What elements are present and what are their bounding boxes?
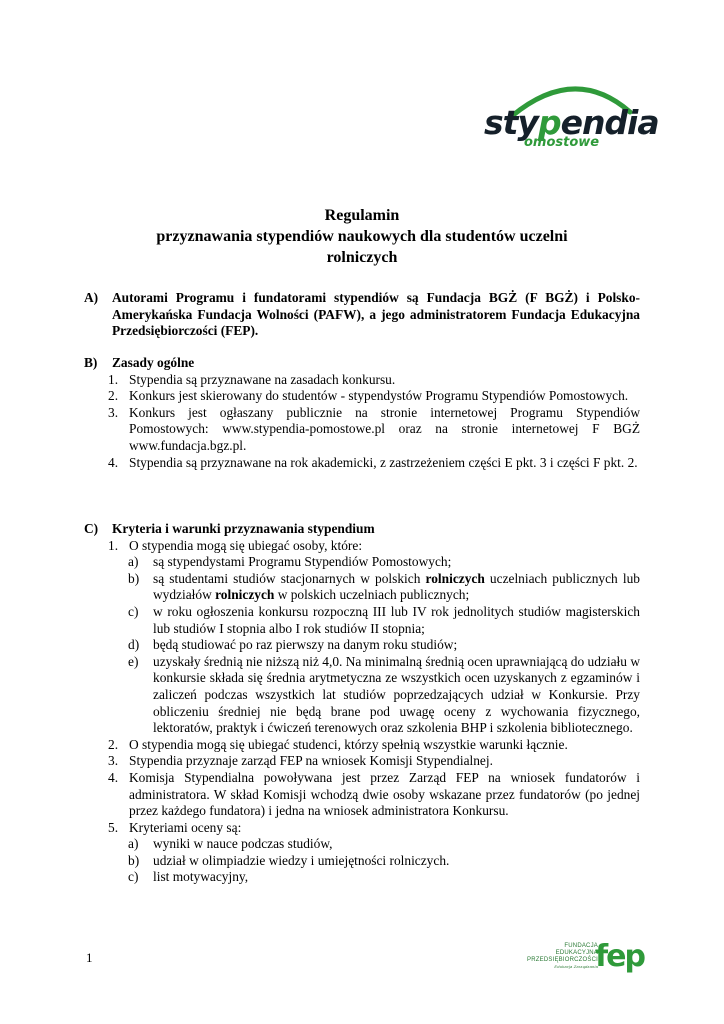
list-item: 4. Komisja Stypendialna powoływana jest przez Zarząd FEP na wniosek fundatorów i administratora. W skład Komisji wchodzą dwie osoby wskazane przez fundatorów (po jednej przez każdego fundatora) i jedna na wniosek administratora Konkursu. [108, 769, 640, 819]
page-number: 1 [86, 950, 93, 965]
list-item: 1. O stypendia mogą się ubiegać osoby, które: [108, 537, 363, 553]
section-b-heading [84, 355, 640, 372]
section-c-heading [84, 521, 640, 538]
section-a-label: A) [84, 290, 99, 305]
section-c-title: Kryteria i warunki przyznawania stypendium [112, 521, 375, 536]
list-item: 2. Konkurs jest skierowany do studentów - stypendystów Programu Stypendiów Pomostowych. [108, 388, 629, 404]
sub-list-item: c) list motywacyjny, [128, 869, 249, 885]
section-c [84, 521, 640, 886]
sub-list-item: a) wyniki w nauce podczas studiów, [128, 836, 333, 852]
fep-mark-icon: fep [595, 939, 644, 974]
list-item: 4. Stypendia są przyznawane na rok akademicki, z zastrzeżeniem części E pkt. 3 i części F pkt. 2. [108, 454, 638, 470]
stypendia-pomostowe-logo [480, 72, 659, 157]
title-line-1: Regulamin [324, 207, 400, 224]
section-a [84, 290, 640, 340]
section-a-heading [84, 290, 640, 340]
title-line-2: przyznawania stypendiów naukowych dla studentów uczelni [156, 228, 568, 245]
logo-wordmark: stypendia [484, 103, 659, 142]
sub-list-item: d) będą studiować po raz pierwszy na danym roku studiów; [128, 637, 458, 653]
sub-list-item: b) udział w olimpiadzie wiedzy i umiejętności rolniczych. [128, 852, 450, 868]
document-title [80, 205, 644, 268]
list-item: 3. Stypendia przyznaje zarząd FEP na wniosek Komisji Stypendialnej. [108, 753, 493, 769]
sub-list-item: a) są stypendystami Programu Stypendiów Pomostowych; [128, 554, 452, 570]
section-b-title: Zasady ogólne [112, 355, 195, 370]
sub-list-item: e) uzyskały średnią nie niższą niż 4,0. Na minimalną średnią ocen uprawniającą do udziału w konkursie składa się średnia arytmetyczna ze wszystkich ocen uzyskanych z egzaminów i zaliczeń podczas wszystkich lat studiów poprzedzających udział w Konkursie. Przy obliczeniu średniej nie będą brane pod uwagę oceny z wychowania fizycznego, lektoratów, praktyk i ćwiczeń terenowych oraz szkolenia BHP i szkolenia bibliotecznego. [128, 653, 640, 736]
list-item: 3. Konkurs jest ogłaszany publicznie na stronie internetowej Programu Stypendiów Pomostowych: www.stypendia-pomostowe.pl oraz na stronie internetowej F BGŻ www.fundacja.bgz.pl. [108, 404, 640, 453]
logo-subtitle: omostowe [524, 135, 600, 150]
list-item: 2. O stypendia mogą się ubiegać studenci, którzy spełnią wszystkie warunki łącznie. [108, 736, 568, 752]
title-line-3: rolniczych [326, 249, 398, 266]
section-c-label: C) [84, 521, 99, 536]
sub-list-item: b) są studentami studiów stacjonarnych w polskich rolniczych uczelniach publicznych lub wydziałów rolniczych w polskich uczelniach publicznych; [128, 570, 640, 603]
list-item: 1. Stypendia są przyznawane na zasadach konkursu. [108, 371, 396, 387]
section-a-text: Autorami Programu i fundatorami stypendiów są Fundacja BGŻ (F BGŻ) i Polsko-Amerykańska Fundacja Wolności (PAFW), a jego administratorem Fundacja Edukacyjna Przedsiębiorczości (FEP). [112, 290, 640, 339]
section-b [84, 355, 640, 471]
section-b-label: B) [84, 355, 98, 370]
fep-logo-text: FUNDACJA EDUKACYJNA PRZEDSIĘBIORCZOŚCI Edukacja Zarządzania [527, 943, 598, 969]
sub-list-item: c) w roku ogłoszenia konkursu rozpoczną III lub IV rok jednolitych studiów magisterskich lub studiów I stopnia albo I rok studiów II stopnia; [128, 603, 640, 636]
fep-logo [527, 939, 644, 982]
list-item: 5. Kryteriami oceny są: [108, 819, 242, 835]
